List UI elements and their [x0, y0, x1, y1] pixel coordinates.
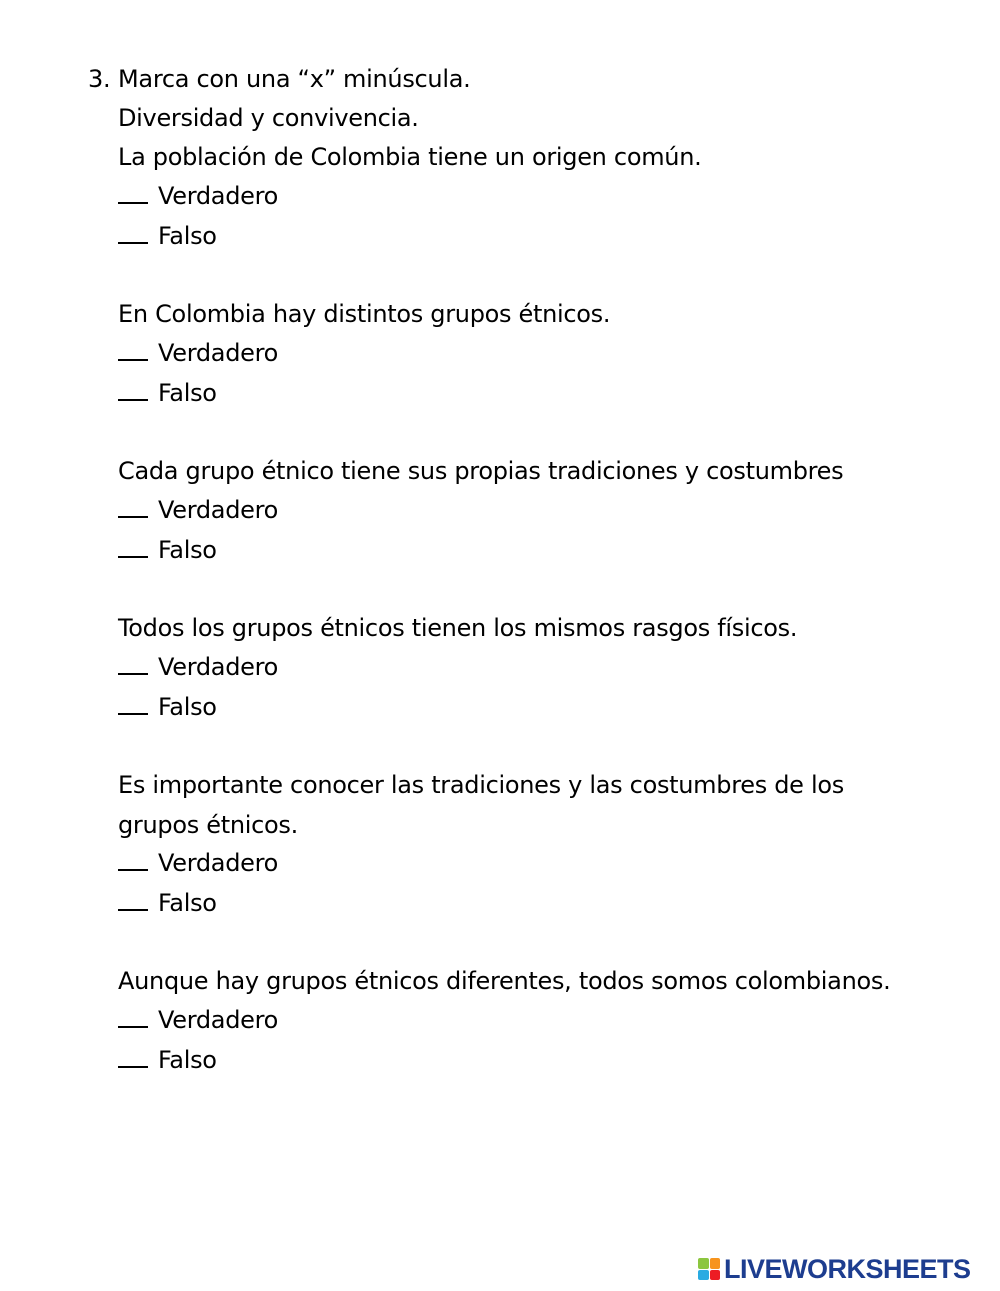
answer-blank[interactable]	[118, 693, 148, 715]
topic-title: Diversidad y convivencia.	[118, 104, 419, 132]
statement-1: La población de Colombia tiene un origen común.	[118, 143, 702, 171]
liveworksheets-brand	[698, 1254, 971, 1284]
option-label: Falso	[158, 1046, 217, 1074]
option-label: Falso	[158, 536, 217, 564]
option-label: Falso	[158, 379, 217, 407]
option-label: Falso	[158, 222, 217, 250]
option-verdadero-1[interactable]	[118, 180, 278, 212]
option-verdadero-5[interactable]	[118, 847, 278, 879]
logo-square	[698, 1270, 709, 1281]
logo-square	[710, 1270, 721, 1281]
option-label: Verdadero	[158, 182, 279, 210]
option-label: Verdadero	[158, 653, 279, 681]
logo-square	[710, 1258, 721, 1269]
option-falso-6[interactable]	[118, 1044, 217, 1076]
answer-blank[interactable]	[118, 222, 148, 244]
answer-blank[interactable]	[118, 653, 148, 675]
brand-name: LIVEWORKSHEETS	[724, 1253, 971, 1284]
option-label: Verdadero	[158, 496, 279, 524]
instruction-text: Marca con una “x” minúscula.	[118, 65, 471, 93]
option-falso-3[interactable]	[118, 534, 217, 566]
option-falso-4[interactable]	[118, 691, 217, 723]
option-verdadero-6[interactable]	[118, 1004, 278, 1036]
option-falso-1[interactable]	[118, 220, 217, 252]
answer-blank[interactable]	[118, 182, 148, 204]
answer-blank[interactable]	[118, 849, 148, 871]
statement-3: Cada grupo étnico tiene sus propias tradiciones y costumbres	[118, 457, 844, 485]
option-falso-5[interactable]	[118, 887, 217, 919]
question-number: 3.	[88, 65, 111, 93]
answer-blank[interactable]	[118, 1006, 148, 1028]
statement-4: Todos los grupos étnicos tienen los mismos rasgos físicos.	[118, 614, 798, 642]
answer-blank[interactable]	[118, 379, 148, 401]
answer-blank[interactable]	[118, 496, 148, 518]
option-falso-2[interactable]	[118, 377, 217, 409]
answer-blank[interactable]	[118, 889, 148, 911]
liveworksheets-logo-icon	[698, 1258, 720, 1280]
option-label: Verdadero	[158, 1006, 279, 1034]
option-label: Falso	[158, 889, 217, 917]
statement-5-line2: grupos étnicos.	[118, 811, 298, 839]
option-label: Falso	[158, 693, 217, 721]
answer-blank[interactable]	[118, 1046, 148, 1068]
option-verdadero-3[interactable]	[118, 494, 278, 526]
option-verdadero-2[interactable]	[118, 337, 278, 369]
answer-blank[interactable]	[118, 536, 148, 558]
statement-2: En Colombia hay distintos grupos étnicos.	[118, 300, 611, 328]
answer-blank[interactable]	[118, 339, 148, 361]
option-label: Verdadero	[158, 849, 279, 877]
statement-5-line1: Es importante conocer las tradiciones y las costumbres de los	[118, 771, 844, 799]
option-label: Verdadero	[158, 339, 279, 367]
statement-6: Aunque hay grupos étnicos diferentes, todos somos colombianos.	[118, 967, 891, 995]
logo-square	[698, 1258, 709, 1269]
option-verdadero-4[interactable]	[118, 651, 278, 683]
